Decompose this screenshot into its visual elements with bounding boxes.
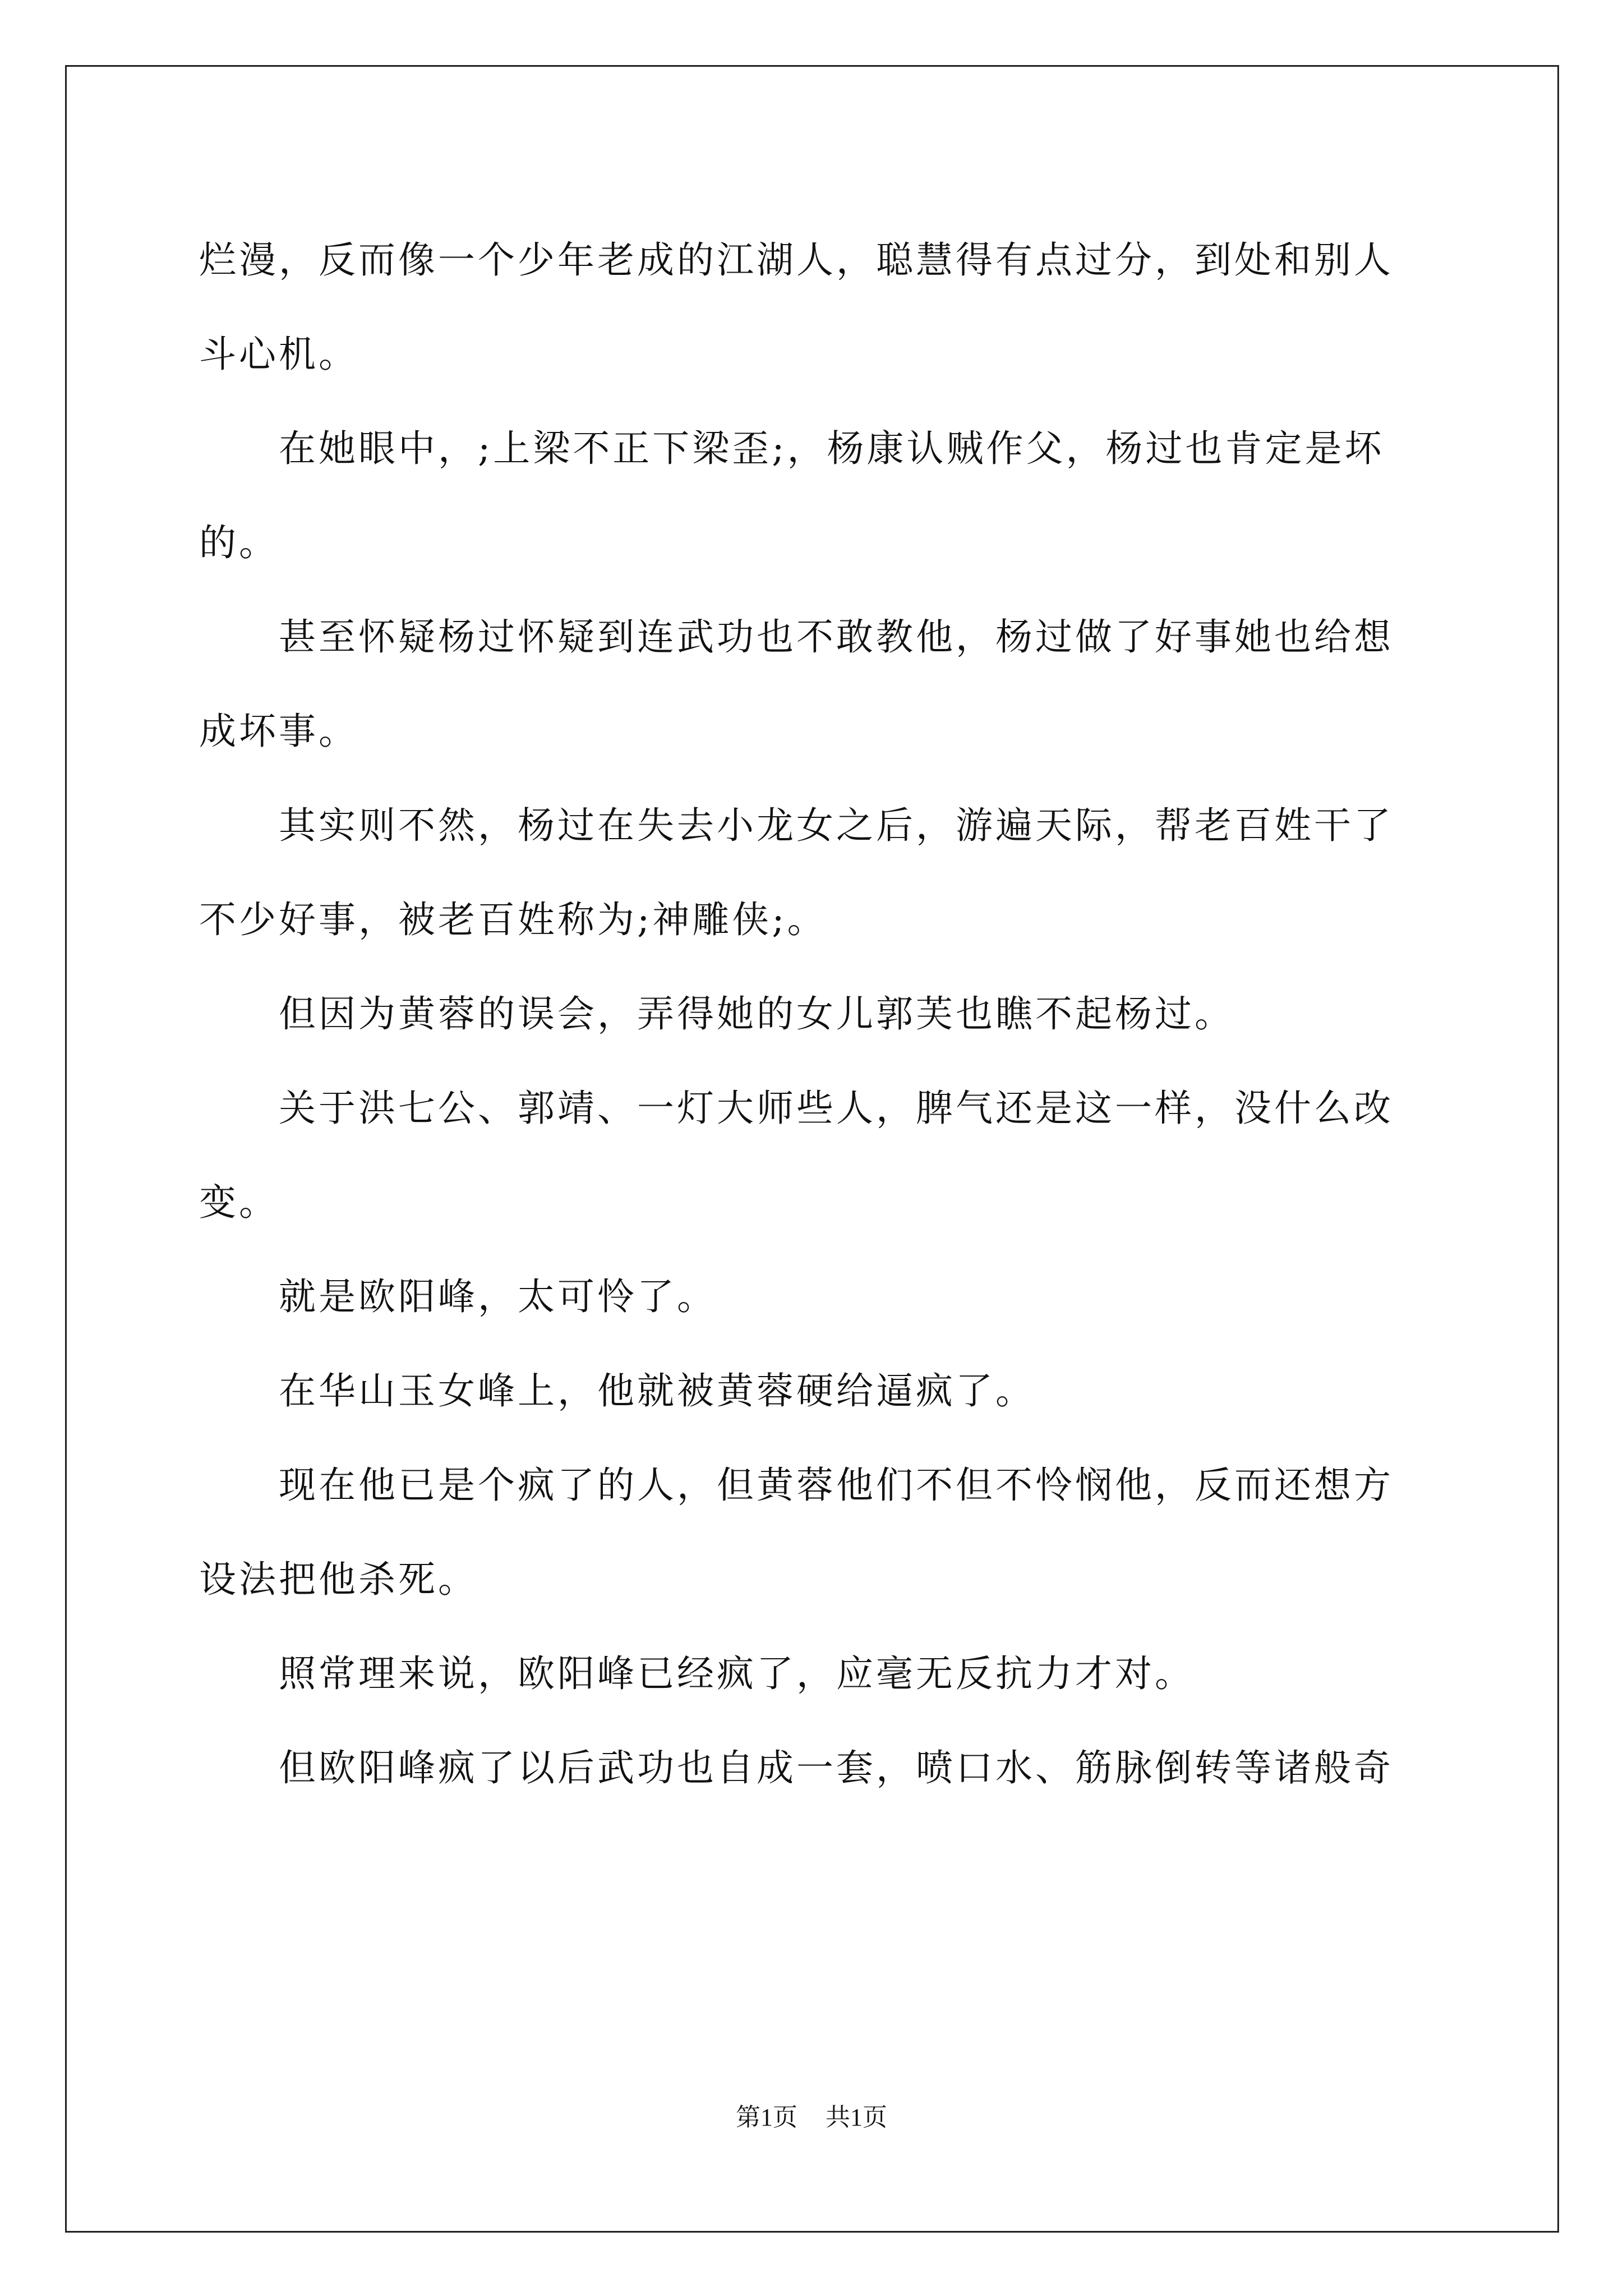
page-number: 第1页: [736, 2104, 797, 2131]
paragraph-9: [199, 1438, 1427, 1627]
text-line: 甚至怀疑杨过怀疑到连武功也不敢教他，杨过做了好事她也给想: [279, 615, 1394, 659]
paragraph-1: [199, 213, 1427, 402]
text-line: 其实则不然，杨过在失去小龙女之后，游遍天际，帮老百姓干了: [279, 804, 1394, 847]
text-line: 斗心机。: [199, 333, 358, 376]
paragraph-5: [199, 967, 1427, 1061]
text-line: 但因为黄蓉的误会，弄得她的女儿郭芙也瞧不起杨过。: [279, 992, 1234, 1036]
text-line: 烂漫，反而像一个少年老成的江湖人，聪慧得有点过分，到处和别人: [199, 238, 1394, 282]
text-line: 变。: [199, 1181, 279, 1224]
text-line: 现在他已是个疯了的人，但黄蓉他们不但不怜悯他，反而还想方: [279, 1464, 1394, 1507]
text-line: 但欧阳峰疯了以后武功也自成一套，喷口水、筋脉倒转等诸般奇: [279, 1746, 1394, 1789]
paragraph-6: [199, 1061, 1427, 1250]
text-line: 成坏事。: [199, 710, 358, 753]
text-line: 在华山玉女峰上，他就被黄蓉硬给逼疯了。: [279, 1369, 1035, 1412]
text-line: 就是欧阳峰，太可怜了。: [279, 1275, 717, 1318]
document-body: [199, 213, 1427, 1815]
text-line: 的。: [199, 521, 279, 564]
page-footer: [0, 2097, 1623, 2133]
text-line: 设法把他杀死。: [199, 1558, 478, 1601]
paragraph-10: [199, 1627, 1427, 1721]
text-line: 在她眼中，;上梁不正下梁歪;，杨康认贼作父，杨过也肯定是坏: [279, 427, 1385, 470]
paragraph-7: [199, 1250, 1427, 1344]
text-line: 照常理来说，欧阳峰已经疯了，应毫无反抗力才对。: [279, 1652, 1195, 1695]
text-line: 不少好事，被老百姓称为;神雕侠;。: [199, 898, 827, 941]
paragraph-3: [199, 590, 1427, 779]
paragraph-8: [199, 1344, 1427, 1438]
paragraph-4: [199, 779, 1427, 967]
page-total: 共1页: [826, 2104, 887, 2131]
paragraph-11: [199, 1721, 1427, 1815]
text-line: 关于洪七公、郭靖、一灯大师些人，脾气还是这一样，没什么改: [279, 1087, 1394, 1130]
paragraph-2: [199, 402, 1427, 590]
